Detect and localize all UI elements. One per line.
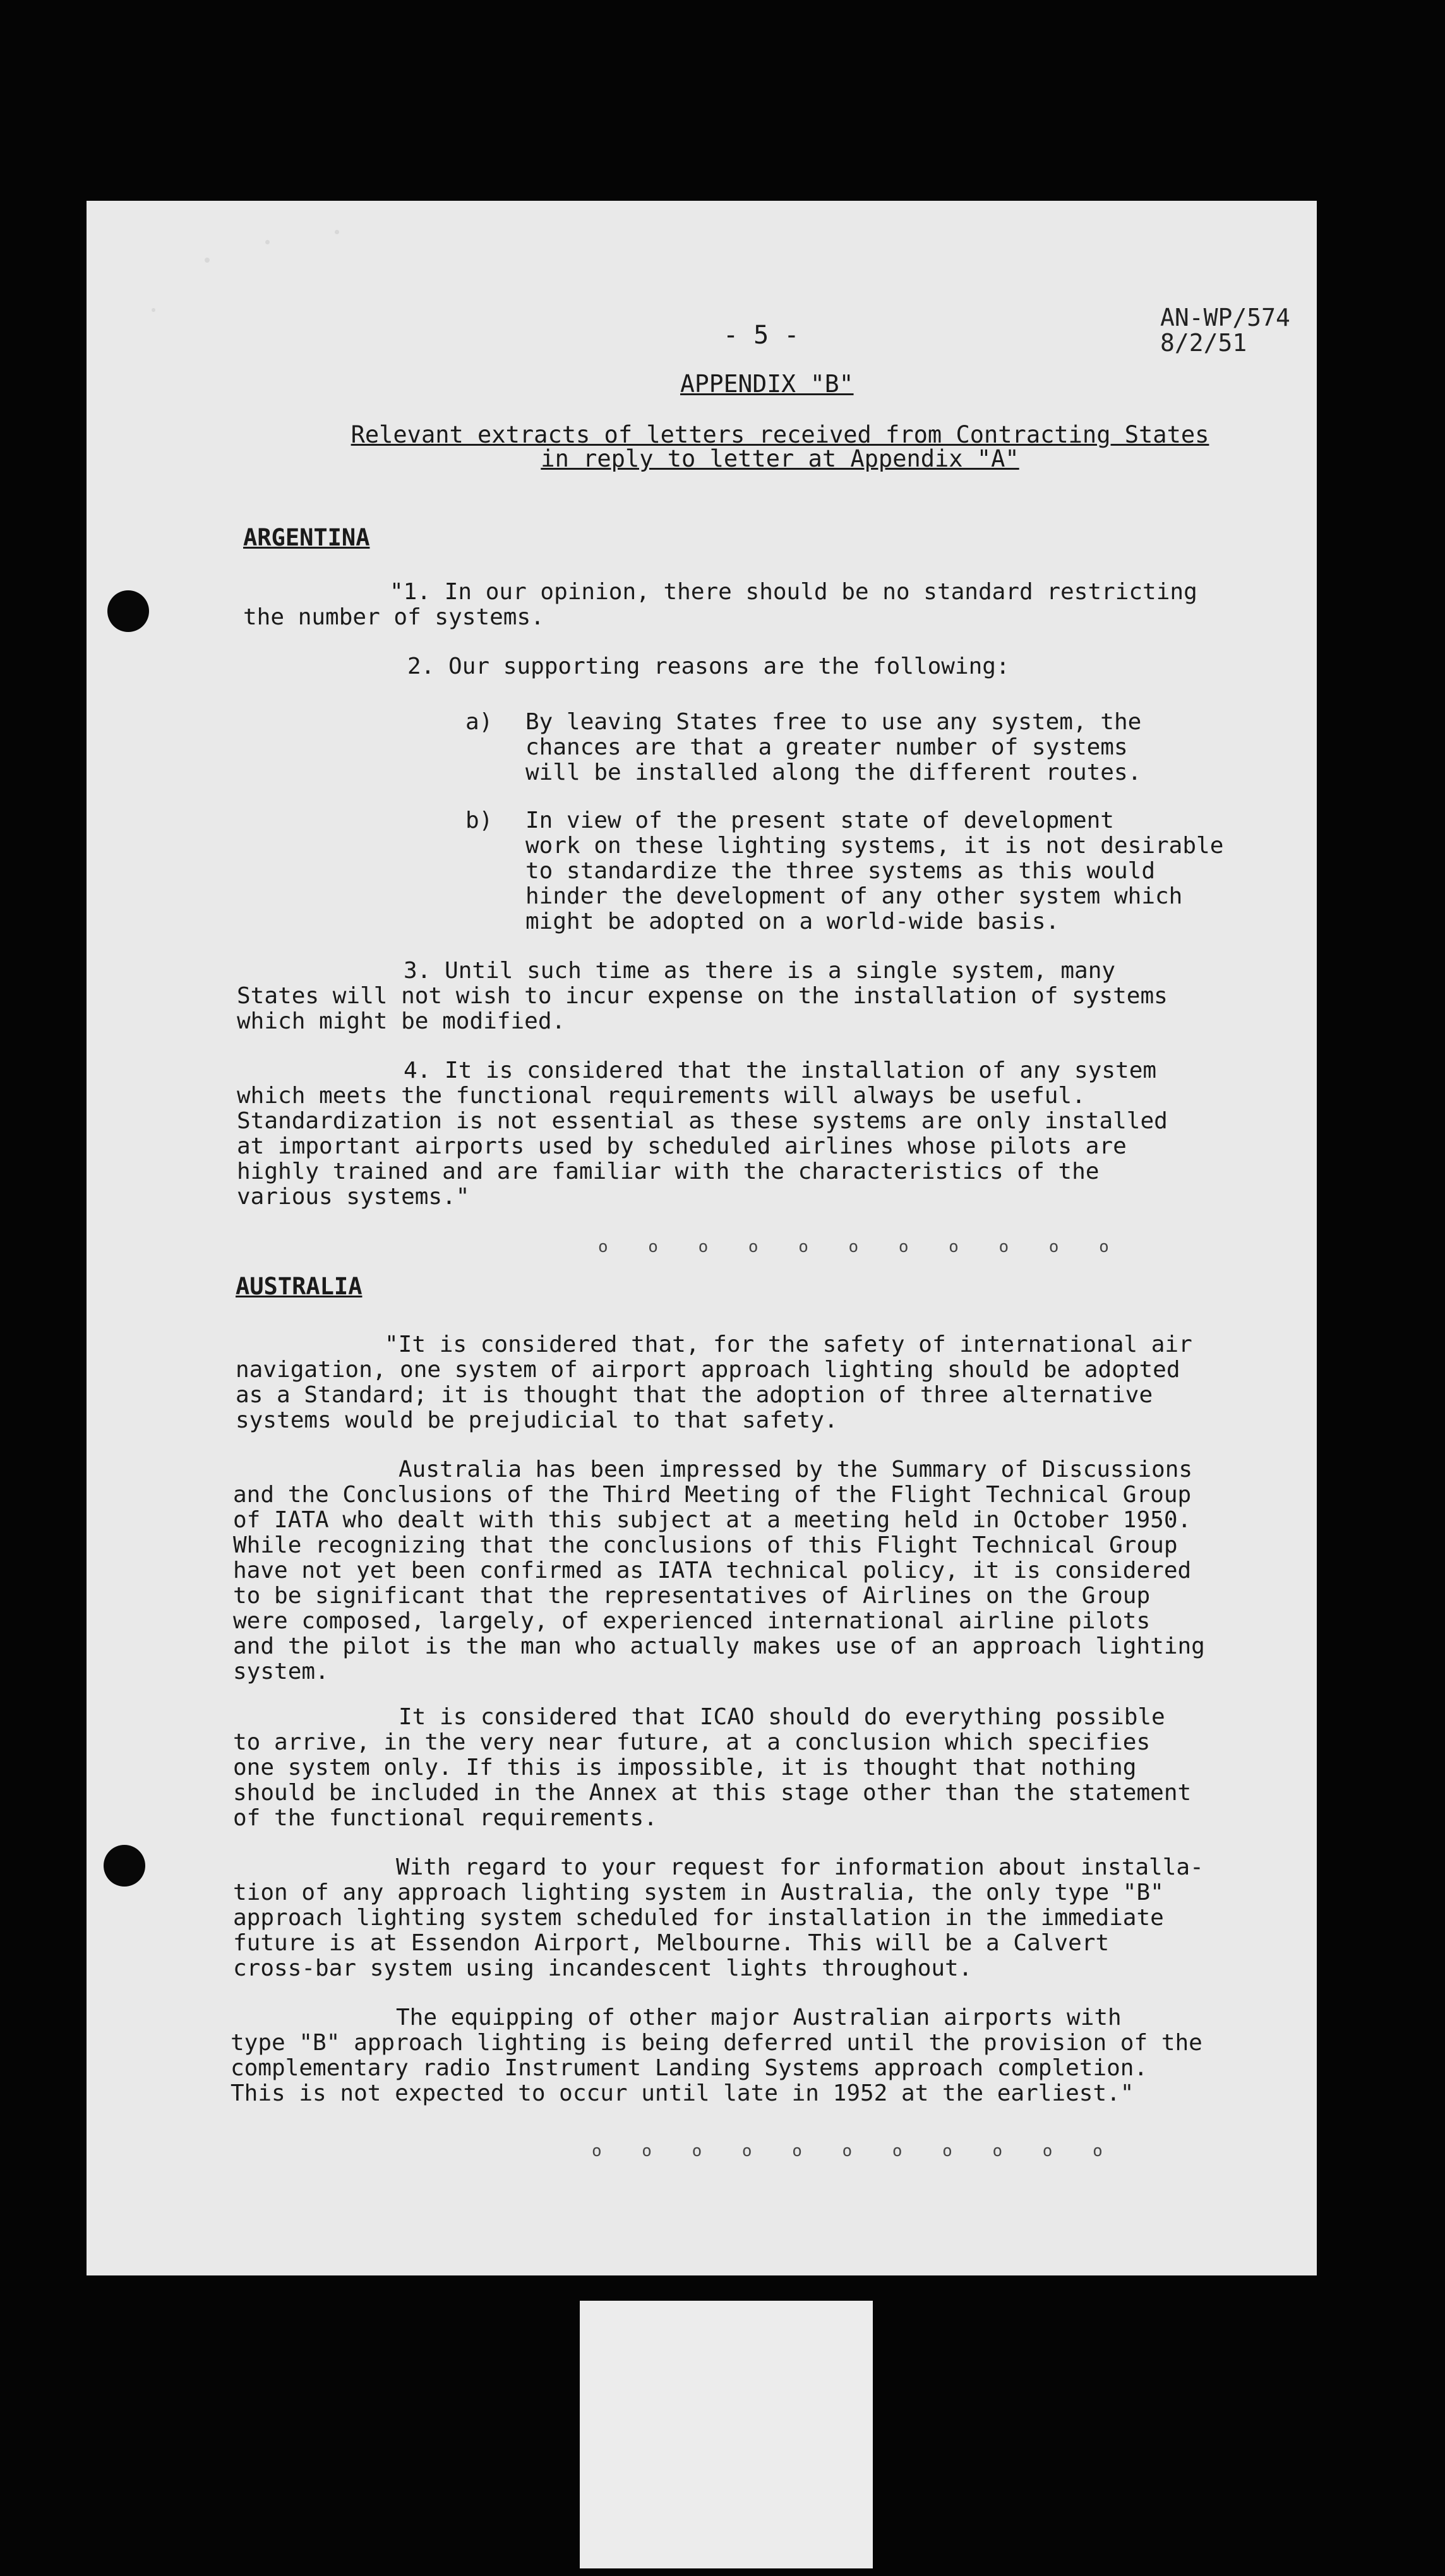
section-heading-argentina: ARGENTINA [243,524,370,551]
subtitle-line-2: in reply to letter at Appendix "A" [541,445,1019,472]
argentina-p1-second-line: the number of systems. [243,604,544,630]
argentina-p1-first-line: "1. In our opinion, there should be no standard restricting [390,579,1197,605]
document-subtitle [287,423,1273,471]
argentina-item-a-label: a) [465,709,493,735]
appendix-title: APPENDIX "B" [680,370,854,398]
argentina-p4-rest: which meets the functional requirements will always be useful. Standardization is not essential as these systems are only installed at important airports used by scheduled airlines whose pilots are highly trained and are familiar with the characteristics of the various systems." [237,1083,1168,1210]
document-page [87,201,1317,2275]
argentina-item-b-text: In view of the present state of development work on these lighting systems, it is not desirable to standardize the three systems as this would hinder the development of any other system which might be adopted on a world-wide basis. [525,808,1224,934]
dust-speck [265,240,270,244]
reference-date: 8/2/51 [1160,329,1247,357]
punch-hole-top [107,590,149,632]
australia-p4-first-line: With regard to your request for information about installa- [396,1854,1204,1880]
argentina-p4-first-line: 4. It is considered that the installation of any system [404,1058,1157,1083]
reference-code: AN-WP/574 [1160,304,1290,331]
dust-speck [205,258,210,263]
punch-hole-bottom [104,1845,145,1887]
dust-speck [152,308,155,312]
australia-p4-rest: tion of any approach lighting system in Australia, the only type "B" approach lighting system scheduled for installation in the immediate future is at Essendon Airport, Melbourne. This will be a Calvert cross-bar system using incandescent lights throughout. [233,1880,1164,1981]
australia-p1-rest: navigation, one system of airport approach lighting should be adopted as a Standard; it is thought that the adoption of three alternative systems would be prejudicial to that safety. [236,1357,1180,1433]
australia-p5-rest: type "B" approach lighting is being deferred until the provision of the complementary radio Instrument Landing Systems approach completion. This is not expected to occur until late in 1952 at the earliest." [231,2030,1202,2106]
blank-label-tab [580,2301,873,2568]
australia-p3-rest: to arrive, in the very near future, at a conclusion which specifies one system only. If this is impossible, it is thought that nothing should be included in the Annex at this stage other than the statement of the functional requirements. [233,1729,1192,1831]
australia-p5-first-line: The equipping of other major Australian airports with [396,2005,1122,2030]
section-separator-end: o o o o o o o o o o o [592,2142,1118,2161]
page-number: - 5 - [723,321,800,350]
argentina-p3-first-line: 3. Until such time as there is a single system, many [404,958,1116,984]
argentina-item-b-label: b) [465,808,493,833]
argentina-p2: 2. Our supporting reasons are the following: [407,653,1010,679]
section-heading-australia: AUSTRALIA [236,1273,363,1300]
australia-p2-first-line: Australia has been impressed by the Summary of Discussions [399,1457,1193,1482]
australia-p1-first-line: "It is considered that, for the safety of international air [385,1332,1192,1357]
dust-speck [335,230,339,234]
australia-p3-first-line: It is considered that ICAO should do everything possible [399,1704,1165,1730]
australia-p2-rest: and the Conclusions of the Third Meeting of the Flight Technical Group of IATA who dealt with this subject at a meeting held in October 1950. While recognizing that the conclusions of this Flight Technical Group have not yet been confirmed as IATA technical policy, it is considered to be significant that the representatives of Airlines on the Group were composed, largely, of experienced international airline pilots and the pilot is the man who actually makes use of an approach lighting system. [233,1482,1205,1685]
section-separator: o o o o o o o o o o o [598,1237,1124,1256]
subtitle-line-1: Relevant extracts of letters received from Contracting States [351,421,1209,448]
reference-block [1160,305,1290,355]
argentina-item-a-text: By leaving States free to use any system, the chances are that a greater number of systems will be installed along the different routes. [525,709,1142,785]
argentina-p3-rest: States will not wish to incur expense on the installation of systems which might be modified. [237,983,1168,1034]
